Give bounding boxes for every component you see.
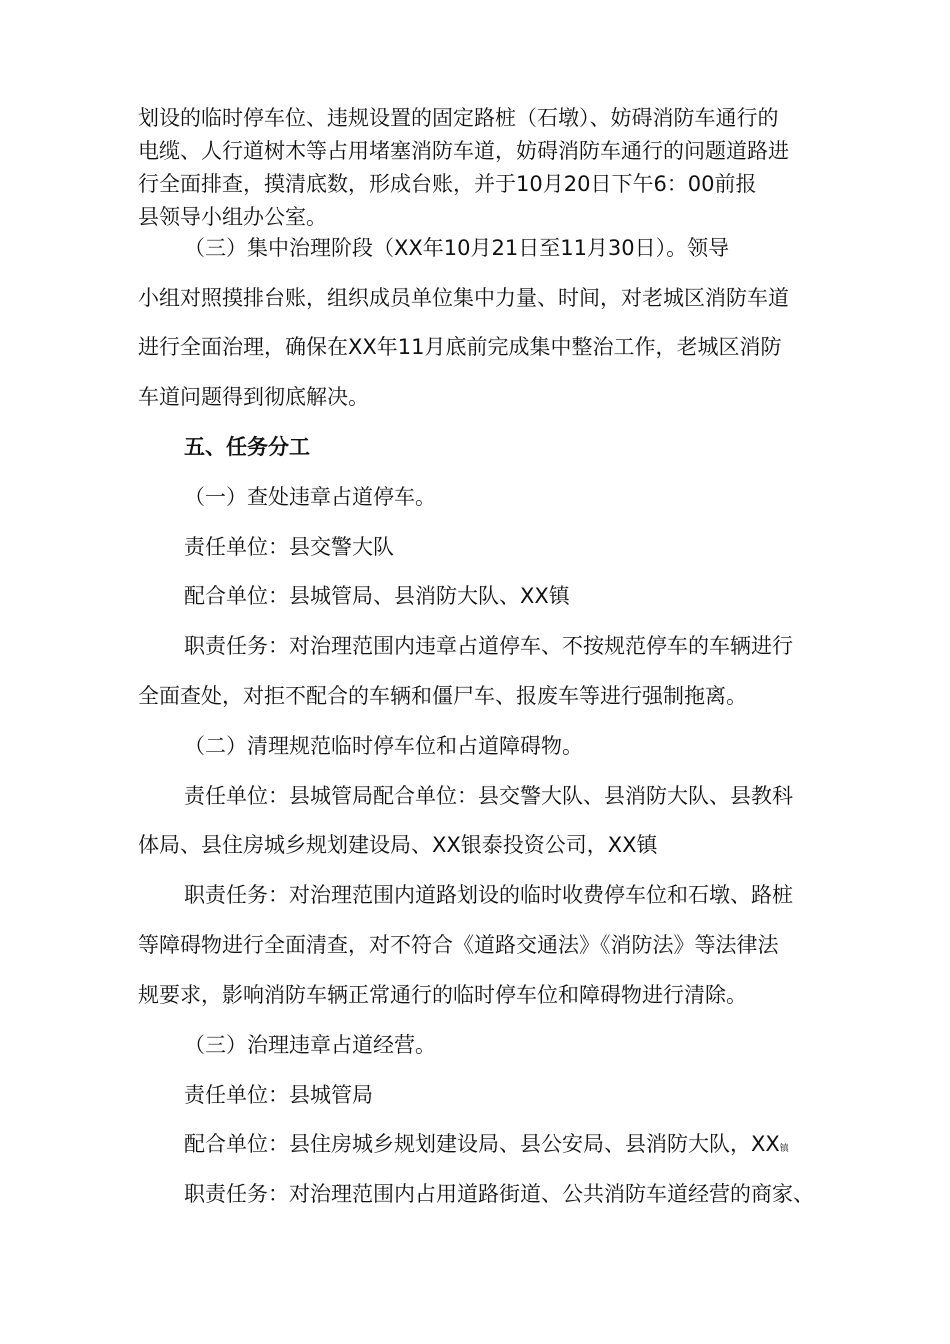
intro-line: 县领导小组办公室。 (138, 205, 327, 229)
task3-duty-line: 职责任务：对治理范围内占用道路街道、公共消防车道经营的商家、 (184, 1182, 814, 1206)
stage3-line: 小组对照摸排台账，组织成员单位集中力量、时间，对老城区消防车道 (138, 286, 789, 310)
intro-line: 行全面排查，摸清底数，形成台账，并于10月20日下午6：00前报 (138, 172, 757, 196)
stage3-line: （三）集中治理阶段（XX年10月21日至11月30日）。领导 (184, 236, 730, 260)
stage3-line: 进行全面治理，确保在XX年11月底前完成集中整治工作，老城区消防 (138, 335, 782, 359)
task2-duty-line: 规要求，影响消防车辆正常通行的临时停车位和障碍物进行清除。 (138, 983, 747, 1007)
task2-responsible-line: 责任单位：县城管局配合单位：县交警大队、县消防大队、县教科 (184, 784, 793, 808)
task1-title: （一）查处违章占道停车。 (184, 485, 436, 509)
intro-paragraph (138, 102, 838, 234)
stage3-line: 车道问题得到彻底解决。 (138, 385, 369, 409)
intro-line: 划设的临时停车位、违规设置的固定路桩（石墩）、妨碍消防车通行的 (138, 106, 779, 130)
task1-cooperate: 配合单位：县城管局、县消防大队、XX镇 (184, 584, 570, 608)
task3-cooperate-main: 配合单位：县住房城乡规划建设局、县公安局、县消防大队，XX (184, 1132, 780, 1156)
task3-responsible: 责任单位：县城管局 (184, 1083, 373, 1107)
task1-responsible: 责任单位：县交警大队 (184, 535, 394, 559)
task3-title: （三）治理违章占道经营。 (184, 1033, 436, 1057)
task2-duty-line: 职责任务：对治理范围内道路划设的临时收费停车位和石墩、路桩 (184, 883, 793, 907)
task3-cooperate (184, 1128, 789, 1158)
task3-cooperate-tail: 镇 (779, 1144, 789, 1154)
section-heading: 五、任务分工 (184, 435, 310, 459)
task2-responsible-line: 体局、县住房城乡规划建设局、XX银泰投资公司，XX镇 (138, 833, 658, 857)
intro-line: 电缆、人行道树木等占用堵塞消防车道，妨碍消防车通行的问题道路进 (138, 139, 789, 163)
task2-duty-line: 等障碍物进行全面清查，对不符合《道路交通法》《消防法》等法律法 (138, 933, 779, 957)
task1-duty-line: 职责任务：对治理范围内违章占道停车、不按规范停车的车辆进行 (184, 634, 793, 658)
task1-duty-line: 全面查处，对拒不配合的车辆和僵尸车、报废车等进行强制拖离。 (138, 684, 747, 708)
task2-title: （二）清理规范临时停车位和占道障碍物。 (184, 734, 583, 758)
